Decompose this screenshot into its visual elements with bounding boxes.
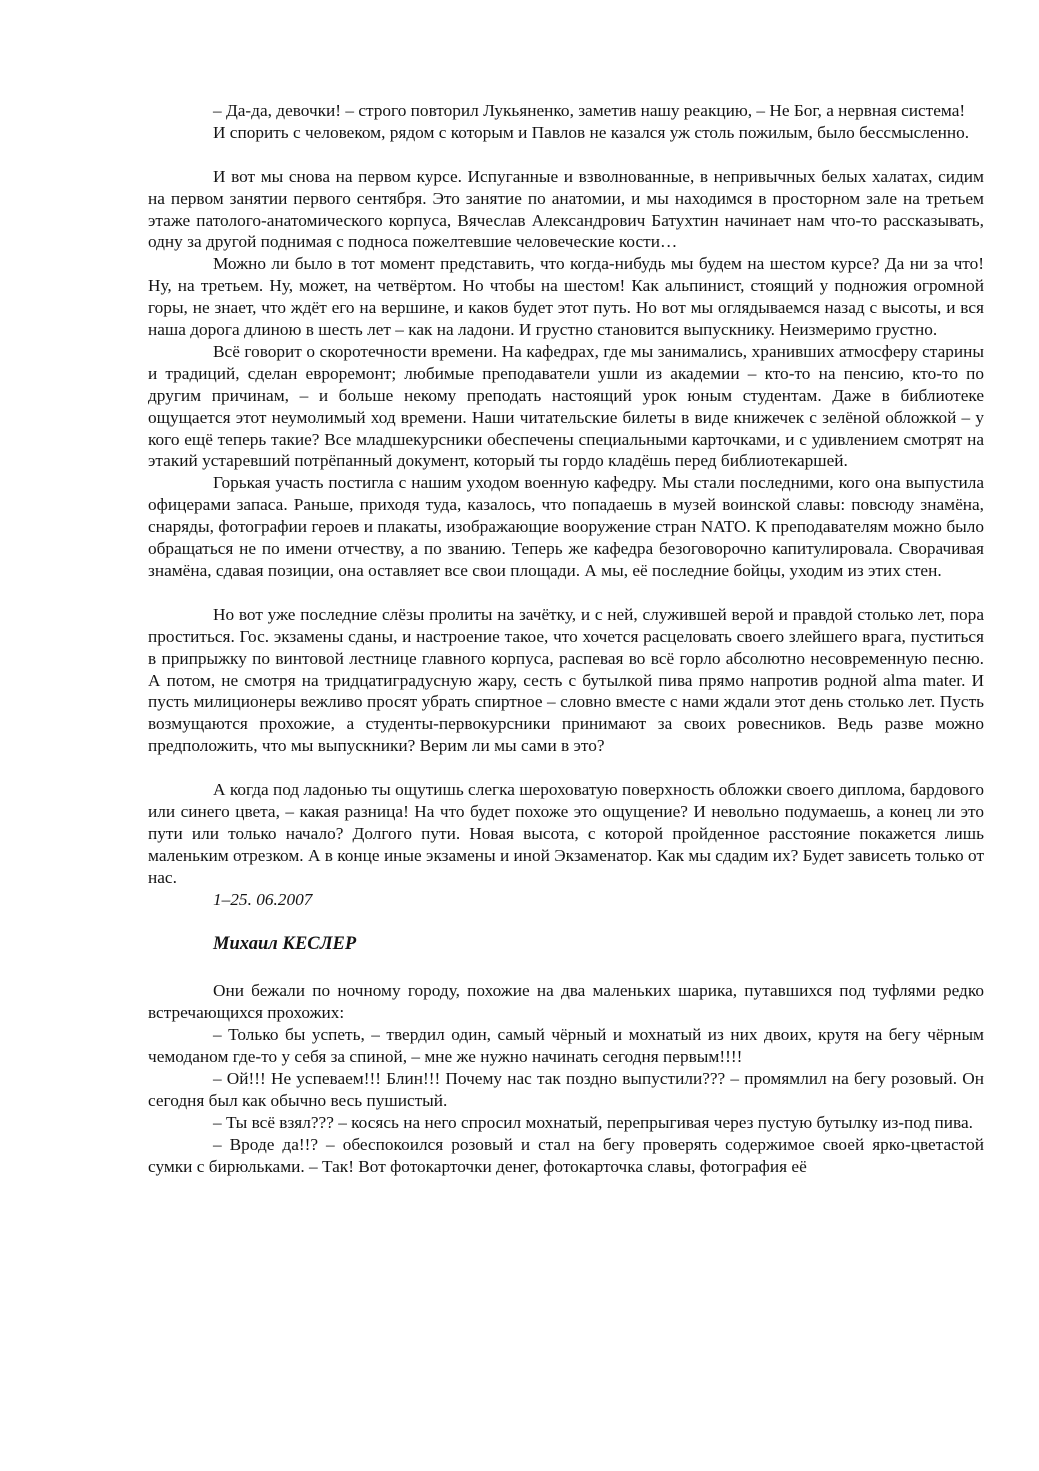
paragraph: Всё говорит о скоротечности времени. На кафедрах, где мы занимались, хранивших атмосферу старины и традиций, сделан евроремонт; любимые преподаватели ушли из академии – кто-то на пенсию, кто-то по другим причинам, – и больше некому преподать настоящий урок юным студентам. Даже в библиотеке ощущается этот неумолимый ход времени. Наши читательские билеты в виде книжечек с зелёной обложкой – у кого ещё теперь такие? Все младшекурсники обеспечены специальными карточками, и с удивлением смотрят на этакий устаревший потрёпанный документ, который ты гордо кладёшь перед библиотекаршей. (148, 341, 984, 471)
blank-line (148, 956, 984, 980)
author-heading: Михаил КЕСЛЕР (213, 934, 357, 955)
paragraph: Но вот уже последние слёзы пролиты на зачётку, и с ней, служившей верой и правдой столько лет, пора проститься. Гос. экзамены сданы, и настроение такое, что хочется расцеловать своего злейшего врага, пуститься в припрыжку по винтовой лестнице главного корпуса, распевая во всё горло абсолютно несовременную песню. А потом, не смотря на тридцатиградусную жару, сесть с бутылкой пива прямо напротив родной alma mater. И пусть милиционеры вежливо просят убрать спиртное – словно вместе с нами ждали этот день столько лет. Пусть возмущаются прохожие, а студенты-первокурсники принимают за своих ровесников. Ведь разве можно предположить, что мы выпускники? Верим ли мы сами в это? (148, 604, 984, 756)
date-line: 1–25. 06.2007 (213, 889, 313, 909)
section-exams (148, 604, 984, 757)
paragraph: – Да-да, девочки! – строго повторил Лукьяненко, заметив нашу реакцию, – Не Бог, а нервная система! (213, 101, 966, 120)
paragraph: – Ой!!! Не успеваем!!! Блин!!! Почему нас так поздно выпустили??? – промямлил на бегу розовый. Он сегодня был как обычно весь пушистый. (148, 1069, 984, 1110)
paragraph: И вот мы снова на первом курсе. Испуганные и взволнованные, в непривычных белых халатах, сидим на первом занятии первого сентября. Это занятие по анатомии, и мы находимся в просторном зале на третьем этаже патолого-анатомического корпуса, Вячеслав Александрович Батухтин начинает нам что-то рассказывать, одну за другой поднимая с подноса пожелтевшие человеческие кости… (148, 166, 984, 252)
paragraph: Они бежали по ночному городу, похожие на два маленьких шарика, путавшихся под туфлями редко встречающихся прохожих: (148, 981, 984, 1023)
section-story (148, 980, 984, 1177)
section-first-year (148, 166, 984, 582)
paragraph: И спорить с человеком, рядом с которым и Павлов не казался уж столь пожилым, было бессмысленно. (213, 122, 970, 142)
paragraph: – Ты всё взял??? – косясь на него спросил мохнатый, перепрыгивая через пустую бутылку из-под пива. (213, 1112, 973, 1132)
section-diploma (148, 779, 984, 910)
blank-line (148, 910, 984, 934)
paragraph: А когда под ладонью ты ощутишь слегка шероховатую поверхность обложки своего диплома, бардового или синего цвета, – какая разница! На что будет похоже это ощущение? И невольно подумаешь, а конец ли это пути или только начало? Долгого пути. Новая высота, с которой пройденное расстояние покажется лишь маленьким отрезком. А в конце иные экзамены и иной Экзаменатор. Как мы сдадим их? Будет зависеть только от нас. (148, 780, 984, 887)
paragraph: Горькая участь постигла с нашим уходом военную кафедру. Мы стали последними, кого она выпустила офицерами запаса. Раньше, приходя туда, казалось, что попадаешь в музей воинской славы: повсюду знамёна, снаряды, фотографии героев и плакаты, изображающие вооружение стран NATO. К преподавателям можно было обращаться не по имени отчеству, а по званию. Теперь же кафедра безоговорочно капитулировала. Сворачивая знамёна, сдавая позиции, она оставляет все свои площади. А мы, её последние бойцы, уходим из этих стен. (148, 473, 984, 581)
blank-line (148, 757, 984, 779)
paragraph: – Вроде да!!? – обеспокоился розовый и стал на бегу проверять содержимое своей ярко-цветастой сумки с бирюльками. – Так! Вот фотокарточки денег, фотокарточка славы, фотография её (148, 1134, 984, 1176)
document-page (148, 100, 984, 1178)
paragraph: – Только бы успеть, – твердил один, самый чёрный и мохнатый из них двоих, крутя на бегу чёрным чемоданом где-то у себя за спиной, – мне же нужно начинать сегодня первым!!!! (148, 1025, 984, 1067)
blank-line (148, 144, 984, 166)
blank-line (148, 582, 984, 604)
section-nervous-system (148, 100, 984, 144)
paragraph: Можно ли было в тот момент представить, что когда-нибудь мы будем на шестом курсе? Да ни за что! Ну, на третьем. Ну, может, на четвёртом. Но чтобы на шестом! Как альпинист, стоящий у подножия огромной горы, не знает, что ждёт его на вершине, и каков будет этот путь. Но вот мы оглядываемся назад с высоты, и вся наша дорога длиною в шесть лет – как на ладони. И грустно становится выпускнику. Неизмеримо грустно. (148, 254, 984, 340)
